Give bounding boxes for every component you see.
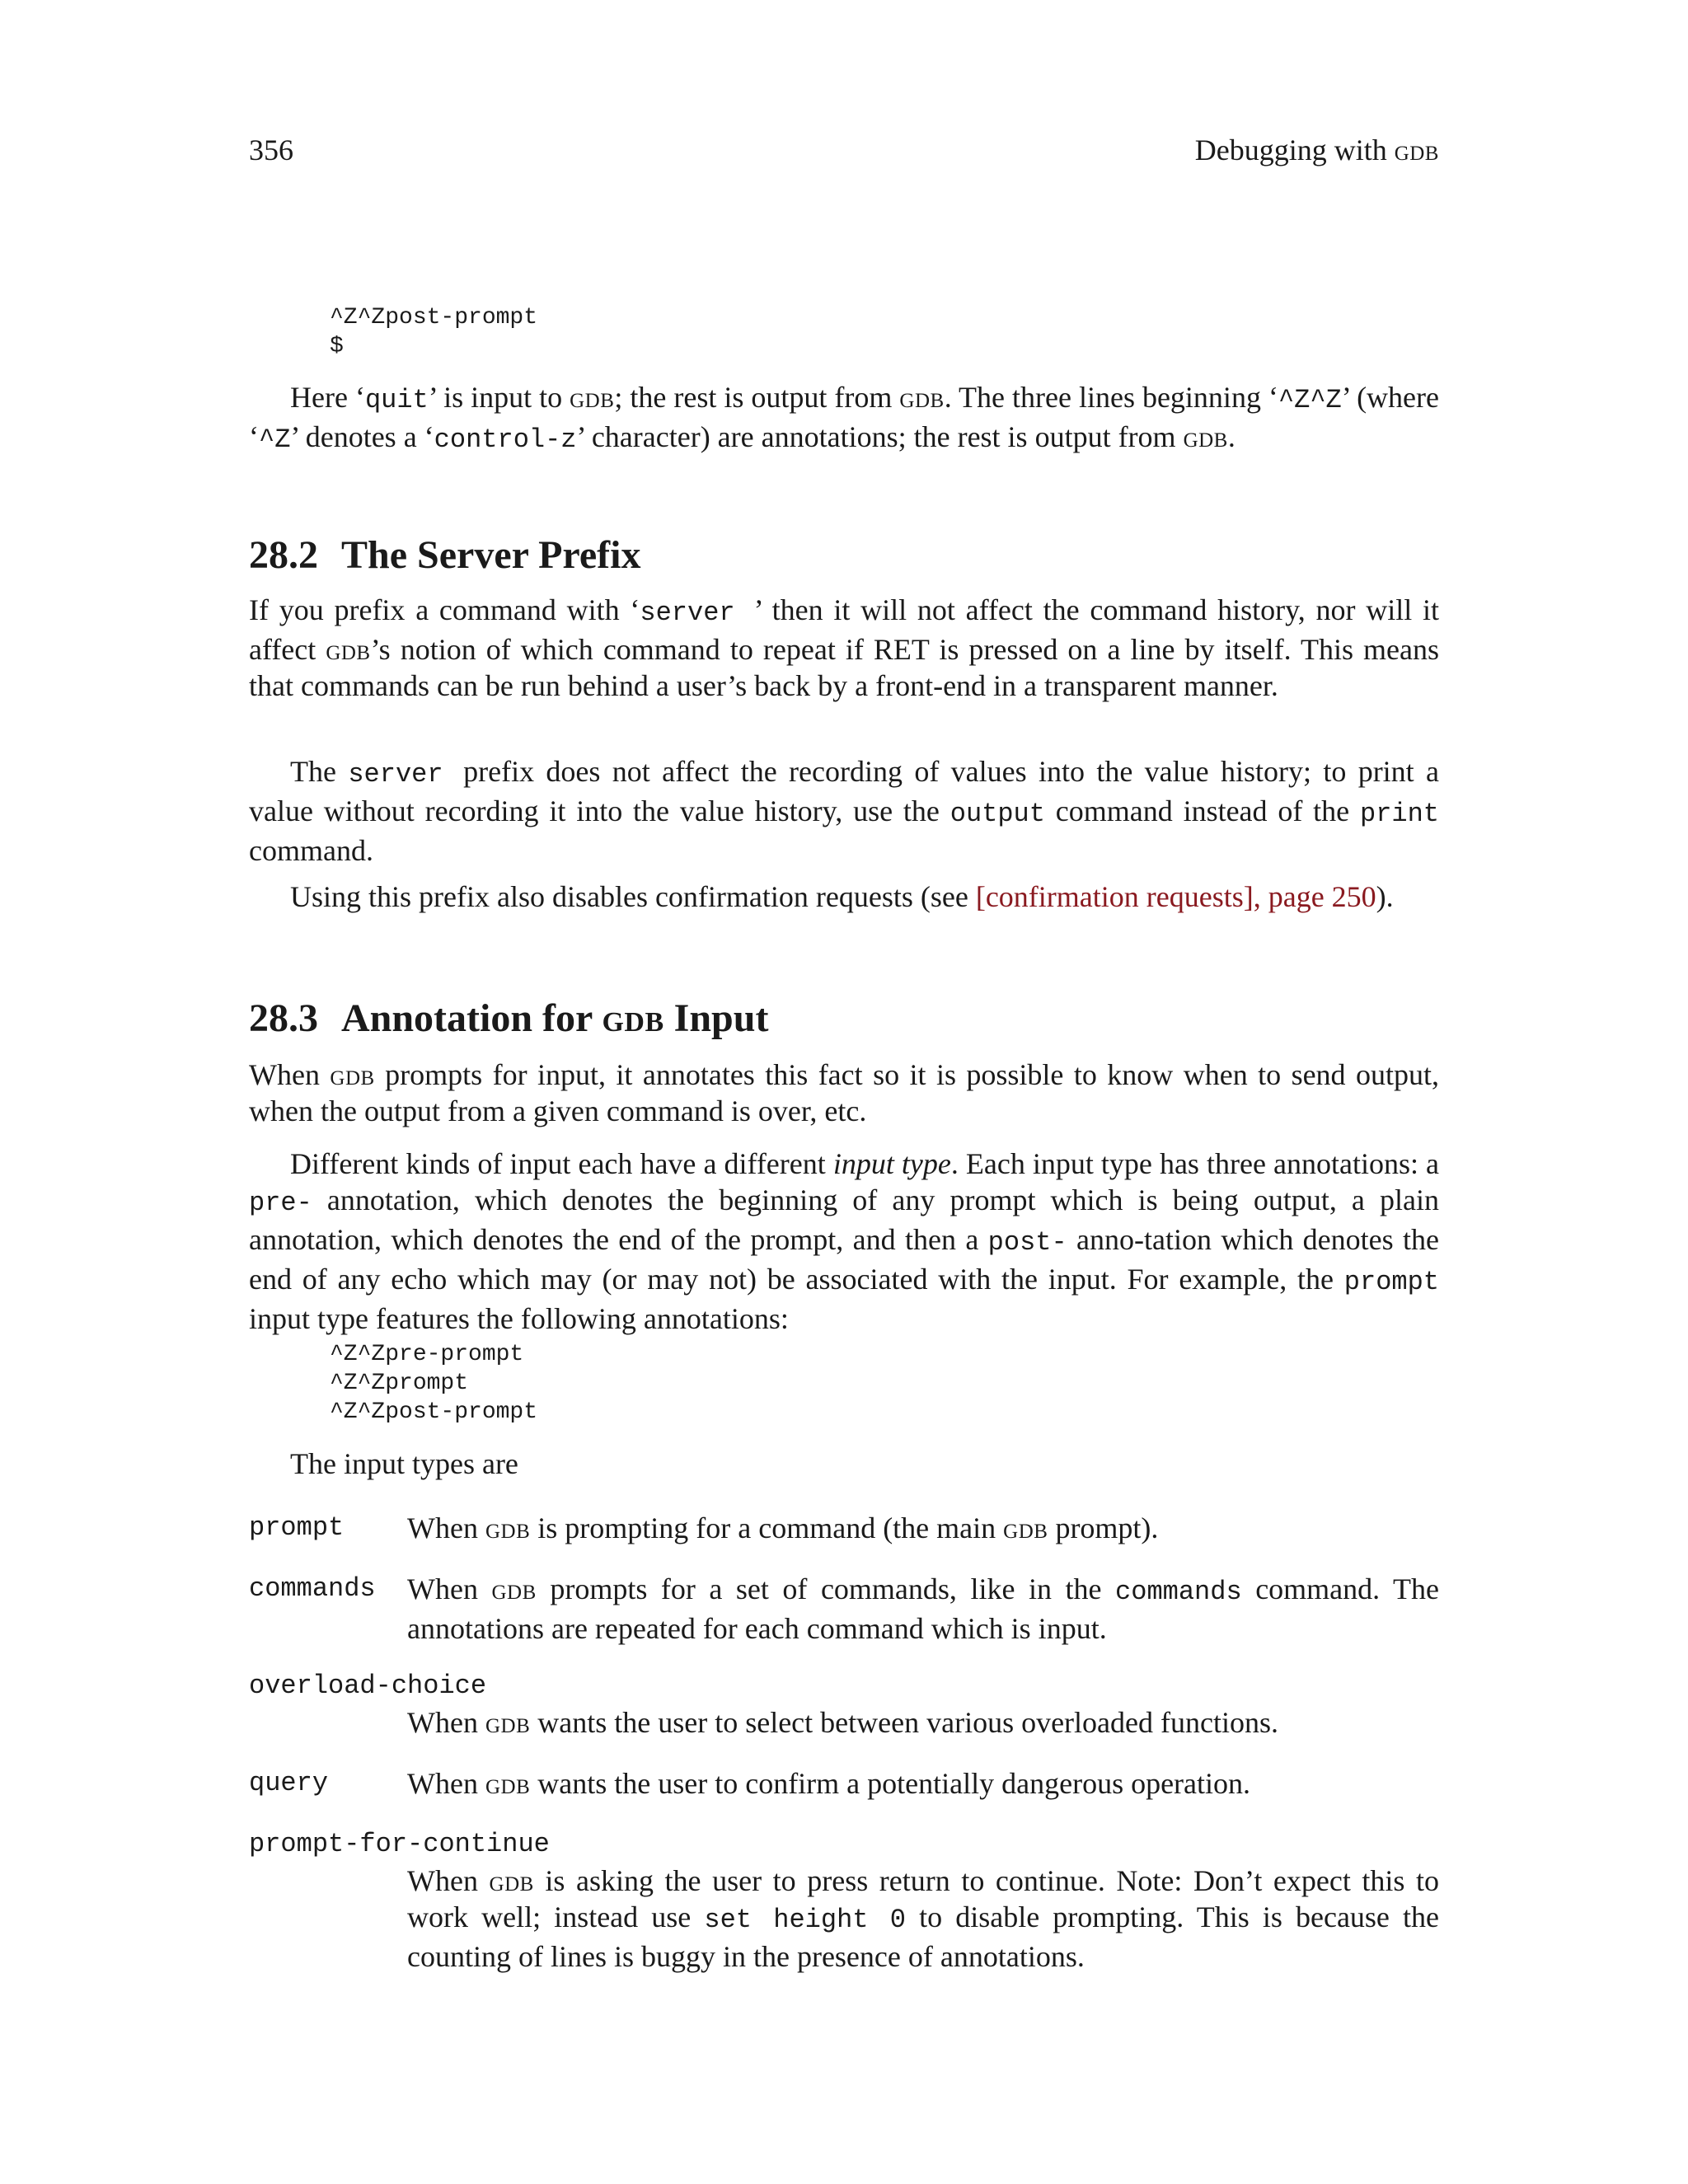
code-line: ^Z^Zpost-prompt [330, 1399, 538, 1425]
def-desc-overload-choice: When gdb wants the user to select between various overloaded functions. [407, 1706, 1278, 1739]
section-heading-28-2: 28.2 The Server Prefix [249, 533, 641, 577]
code-line: ^Z^Zpost-prompt [330, 305, 538, 330]
def-term-prompt-for-continue: prompt-for-continue [249, 1829, 550, 1859]
paragraph-server-prefix: If you prefix a command with ‘server ’ then it will not affect the command history, nor will it affect gdb’s notion of which command to repeat if RET is pressed on a line by itself. This means that commands can be run behind a user’s back by a front-end in a transparent manner. [249, 593, 1440, 702]
code-line: ^Z^Zpre-prompt [330, 1342, 524, 1367]
code-line: ^Z^Zprompt [330, 1371, 469, 1396]
confirmation-requests-link[interactable]: [confirmation requests], page 250 [975, 880, 1376, 913]
running-title: Debugging with gdb [1194, 134, 1439, 166]
code-example-post-prompt [330, 303, 537, 361]
def-term-commands: commands [249, 1573, 376, 1604]
def-term-overload-choice: overload-choice [249, 1671, 487, 1701]
running-header [249, 132, 1439, 168]
page-number: 356 [249, 134, 293, 166]
paragraph-input-types: Different kinds of input each have a different input type. Each input type has three annotations: a pre- annotation, which denotes the beginning of any prompt which is being output, a plain annotation, which denotes the end of the prompt, and then a post- anno-tation which denotes the end of any echo which may (or may not) be associated with the input. For example, the prompt input type features the following annotations: [249, 1147, 1439, 1335]
paragraph-quit-explanation: Here ‘quit’ is input to gdb; the rest is output from gdb. The three lines beginning ‘^Z^Z’ (where ‘^Z’ denotes a ‘control-z’ character) are annotations; the rest is output from gdb. [249, 381, 1440, 455]
code-example-prompt-annotations [330, 1340, 537, 1427]
code-line: $ [330, 334, 344, 359]
def-term-query: query [249, 1768, 329, 1798]
paragraph-server-value-history: The server prefix does not affect the recording of values into the value history; to print a value without recording it into the value history, use the output command instead of the print command. [249, 755, 1440, 867]
def-desc-prompt-for-continue: When gdb is asking the user to press return to continue. Note: Don’t expect this to work well; instead use set height 0 to disable prompting. This is because the counting of lines is buggy in the presence of annotations. [407, 1864, 1439, 1973]
def-desc-commands: When gdb prompts for a set of commands, like in the commands command. The annotations are repeated for each command which is input. [407, 1572, 1440, 1645]
paragraph-input-types-intro: The input types are [290, 1447, 518, 1480]
def-term-prompt: prompt [249, 1512, 345, 1543]
paragraph-confirmation: Using this prefix also disables confirmation requests (see [confirmation requests], page 250). [290, 880, 1394, 913]
paragraph-gdb-prompts: When gdb prompts for input, it annotates this fact so it is possible to know when to send output, when the output from a given command is over, etc. [249, 1058, 1439, 1127]
section-heading-28-3: 28.3 Annotation for gdb Input [249, 996, 769, 1040]
def-desc-prompt: When gdb is prompting for a command (the main gdb prompt). [407, 1511, 1159, 1544]
def-desc-query: When gdb wants the user to confirm a potentially dangerous operation. [407, 1767, 1251, 1800]
